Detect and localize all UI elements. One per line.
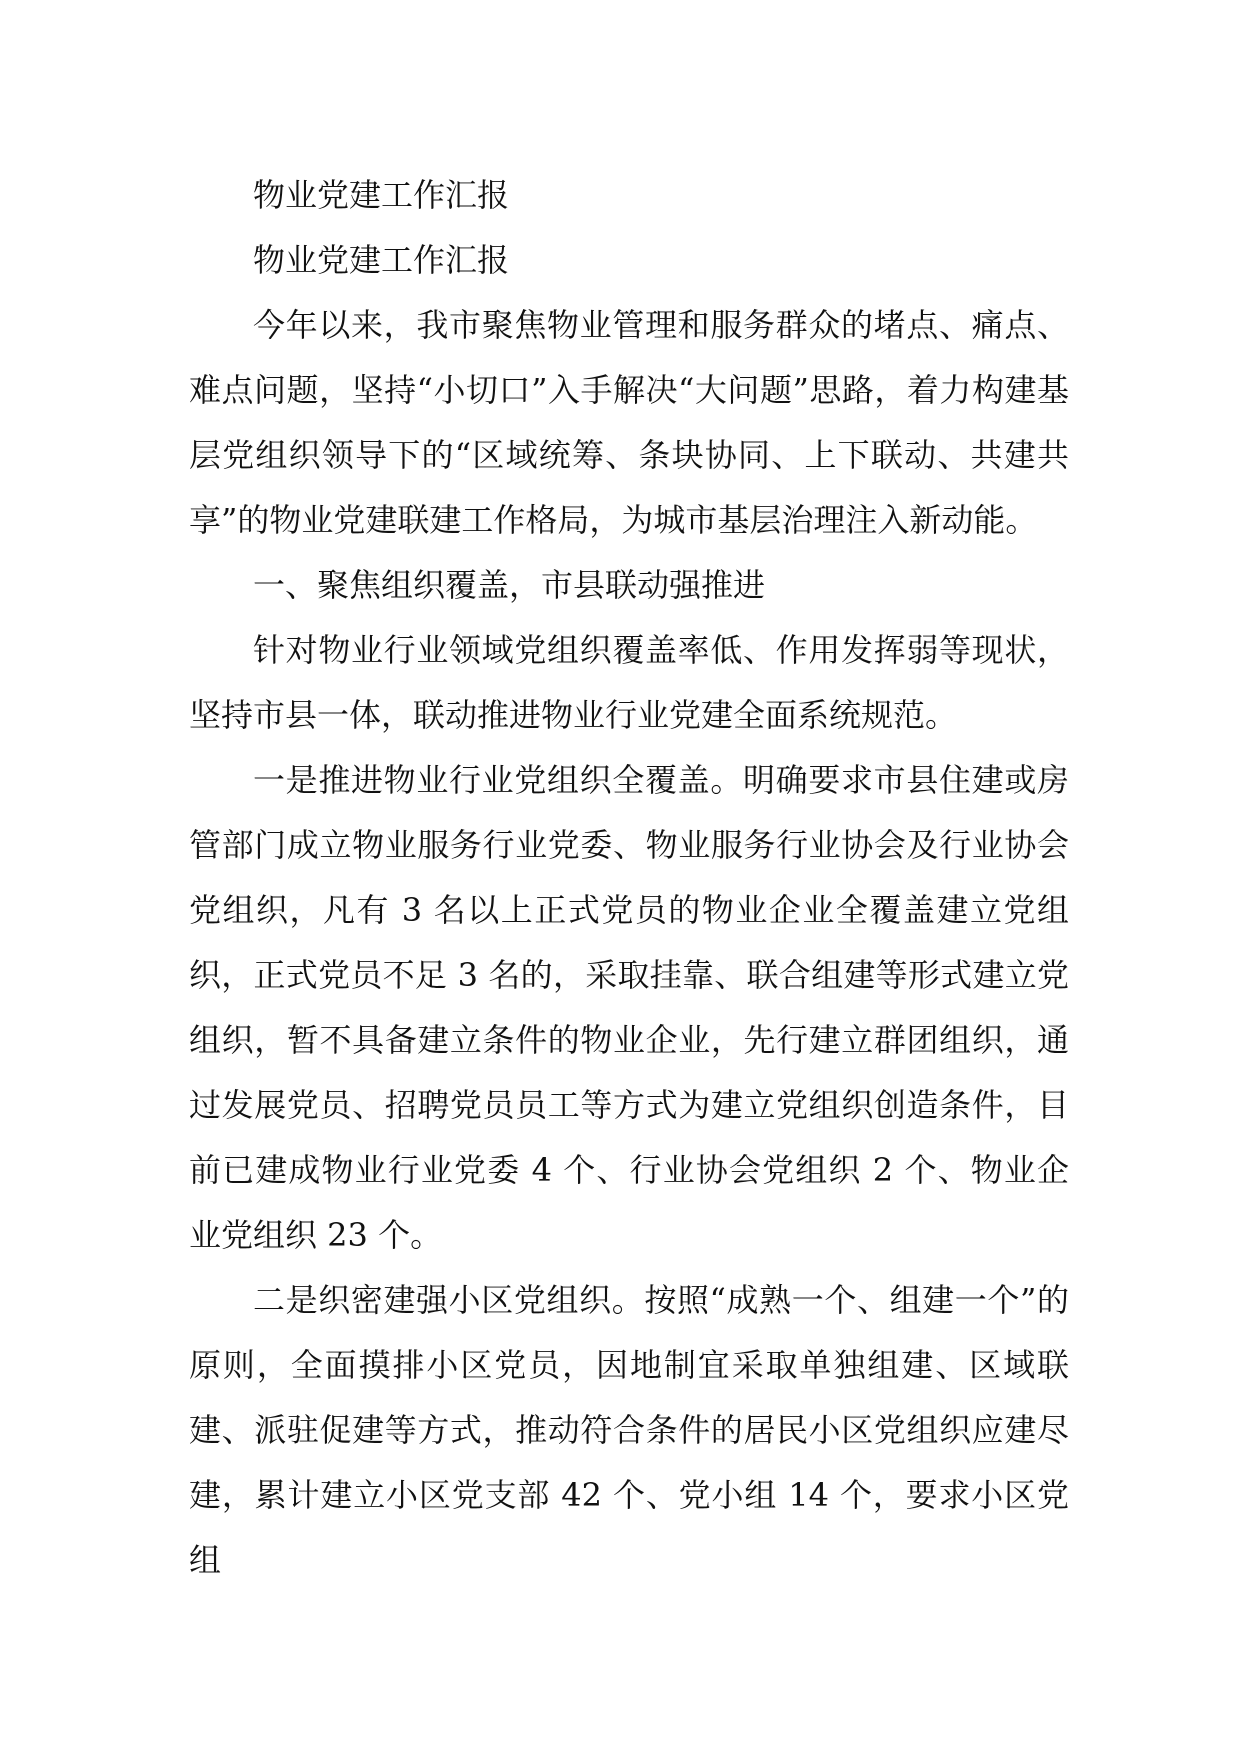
document-page [189,163,1069,1593]
paragraph-point-2: 二是织密建强小区党组织。按照“成熟一个、组建一个”的原则，全面摸排小区党员，因地制宜采取单独组建、区域联建、派驻促建等方式，推动符合条件的居民小区党组织应建尽建，累计建立小区党支部 42 个、党小组 14 个，要求小区党组 [189,1281,1069,1579]
document-subtitle: 物业党建工作汇报 [253,241,510,279]
paragraph-point-1: 一是推进物业行业党组织全覆盖。明确要求市县住建或房管部门成立物业服务行业党委、物业服务行业协会及行业协会党组织，凡有 3 名以上正式党员的物业企业全覆盖建立党组织，正式党员不足 3 名的，采取挂靠、联合组建等形式建立党组织，暂不具备建立条件的物业企业，先行建立群团组织，通过发展党员、招聘党员员工等方式为建立党组织创造条件，目前已建成物业行业党委 4 个、行业协会党组织 2 个、物业企业党组织 23 个。 [189,761,1069,1254]
document-title: 物业党建工作汇报 [253,176,510,214]
paragraph-section-1-intro: 针对物业行业领域党组织覆盖率低、作用发挥弱等现状，坚持市县一体，联动推进物业行业党建全面系统规范。 [189,631,1069,734]
paragraph-intro: 今年以来，我市聚焦物业管理和服务群众的堵点、痛点、难点问题，坚持“小切口”入手解决“大问题”思路，着力构建基层党组织领导下的“区域统筹、条块协同、上下联动、共建共享”的物业党建联建工作格局，为城市基层治理注入新动能。 [189,306,1069,539]
section-heading-1: 一、聚焦组织覆盖，市县联动强推进 [253,566,766,604]
